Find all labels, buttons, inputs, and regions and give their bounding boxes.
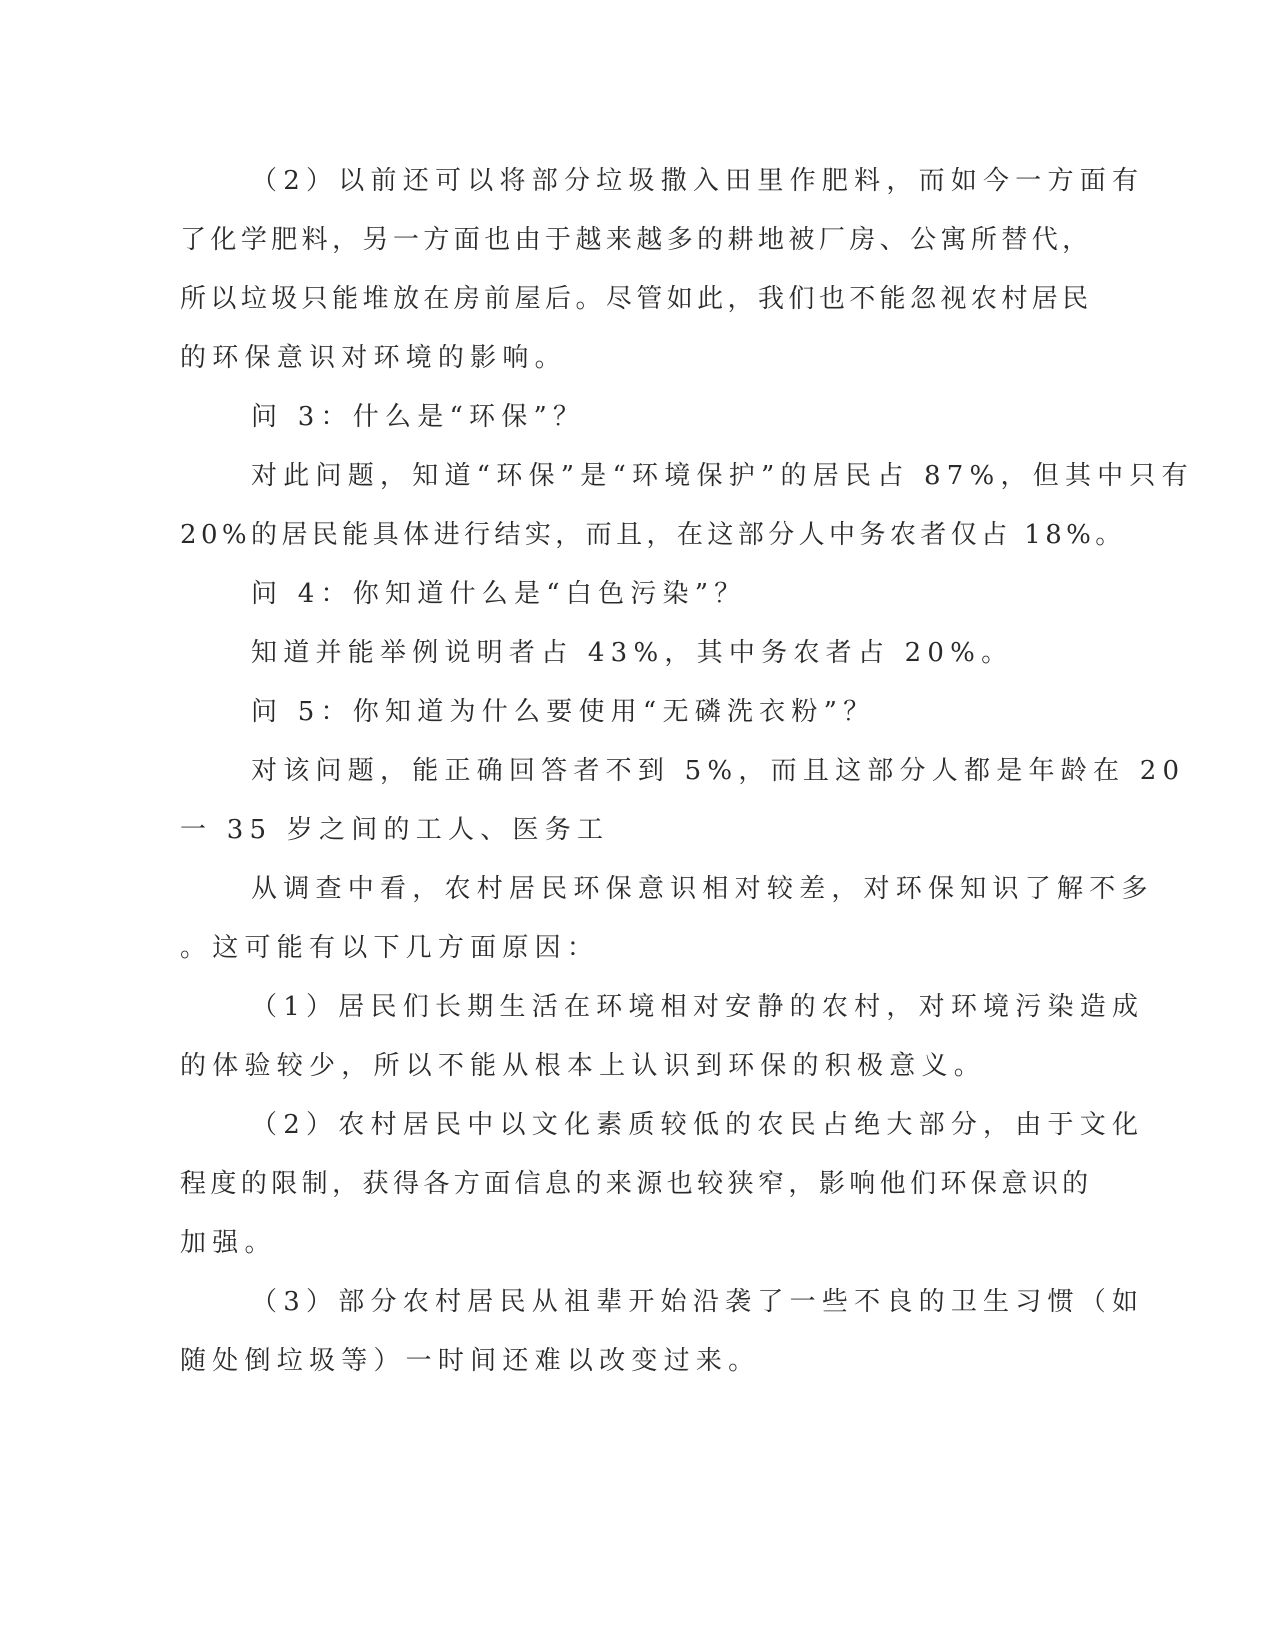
text-line: 的体验较少，所以不能从根本上认识到环保的积极意义。: [180, 1051, 987, 1081]
text-line: 从调查中看，农村居民环保意识相对较差，对环保知识了解不多: [251, 874, 1154, 904]
question-text: 问 3：什么是“环保”？: [251, 402, 586, 432]
text-line: 了化学肥料，另一方面也由于越来越多的耕地被厂房、公寓所替代，: [180, 225, 1093, 255]
text-line: （1）居民们长期生活在环境相对安静的农村，对环境污染造成: [251, 992, 1145, 1022]
text-line: 随处倒垃圾等）一时间还难以改变过来。: [180, 1346, 761, 1376]
answer-line: 对该问题，能正确回答者不到 5%，而且这部分人都是年龄在 20: [251, 756, 1186, 786]
answer-line: 对此问题，知道“环保”是“环境保护”的居民占 87%，但其中只有: [251, 461, 1194, 491]
answer-line: 20%的居民能具体进行结实，而且，在这部分人中务农者仅占 18%。: [180, 520, 1126, 550]
text-line: 程度的限制，获得各方面信息的来源也较狭窄，影响他们环保意识的: [180, 1169, 1093, 1199]
question-text: 问 5：你知道为什么要使用“无磷洗衣粉”？: [251, 697, 876, 727]
answer-line: 一 35 岁之间的工人、医务工: [180, 815, 610, 845]
text-line: （3）部分农村居民从祖辈开始沿袭了一些不良的卫生习惯（如: [251, 1287, 1145, 1317]
text-line: 的环保意识对环境的影响。: [180, 343, 567, 373]
text-line: 所以垃圾只能堆放在房前屋后。尽管如此，我们也不能忽视农村居民: [180, 284, 1093, 314]
text-line: （2）农村居民中以文化素质较低的农民占绝大部分，由于文化: [251, 1110, 1145, 1140]
text-line: 加强。: [180, 1228, 277, 1258]
text-line: （2）以前还可以将部分垃圾撒入田里作肥料，而如今一方面有: [251, 166, 1145, 196]
text-line: 。这可能有以下几方面原因：: [180, 933, 600, 963]
question-text: 问 4：你知道什么是“白色污染”？: [251, 579, 747, 609]
answer-line: 知道并能举例说明者占 43%，其中务农者占 20%。: [251, 638, 1014, 668]
